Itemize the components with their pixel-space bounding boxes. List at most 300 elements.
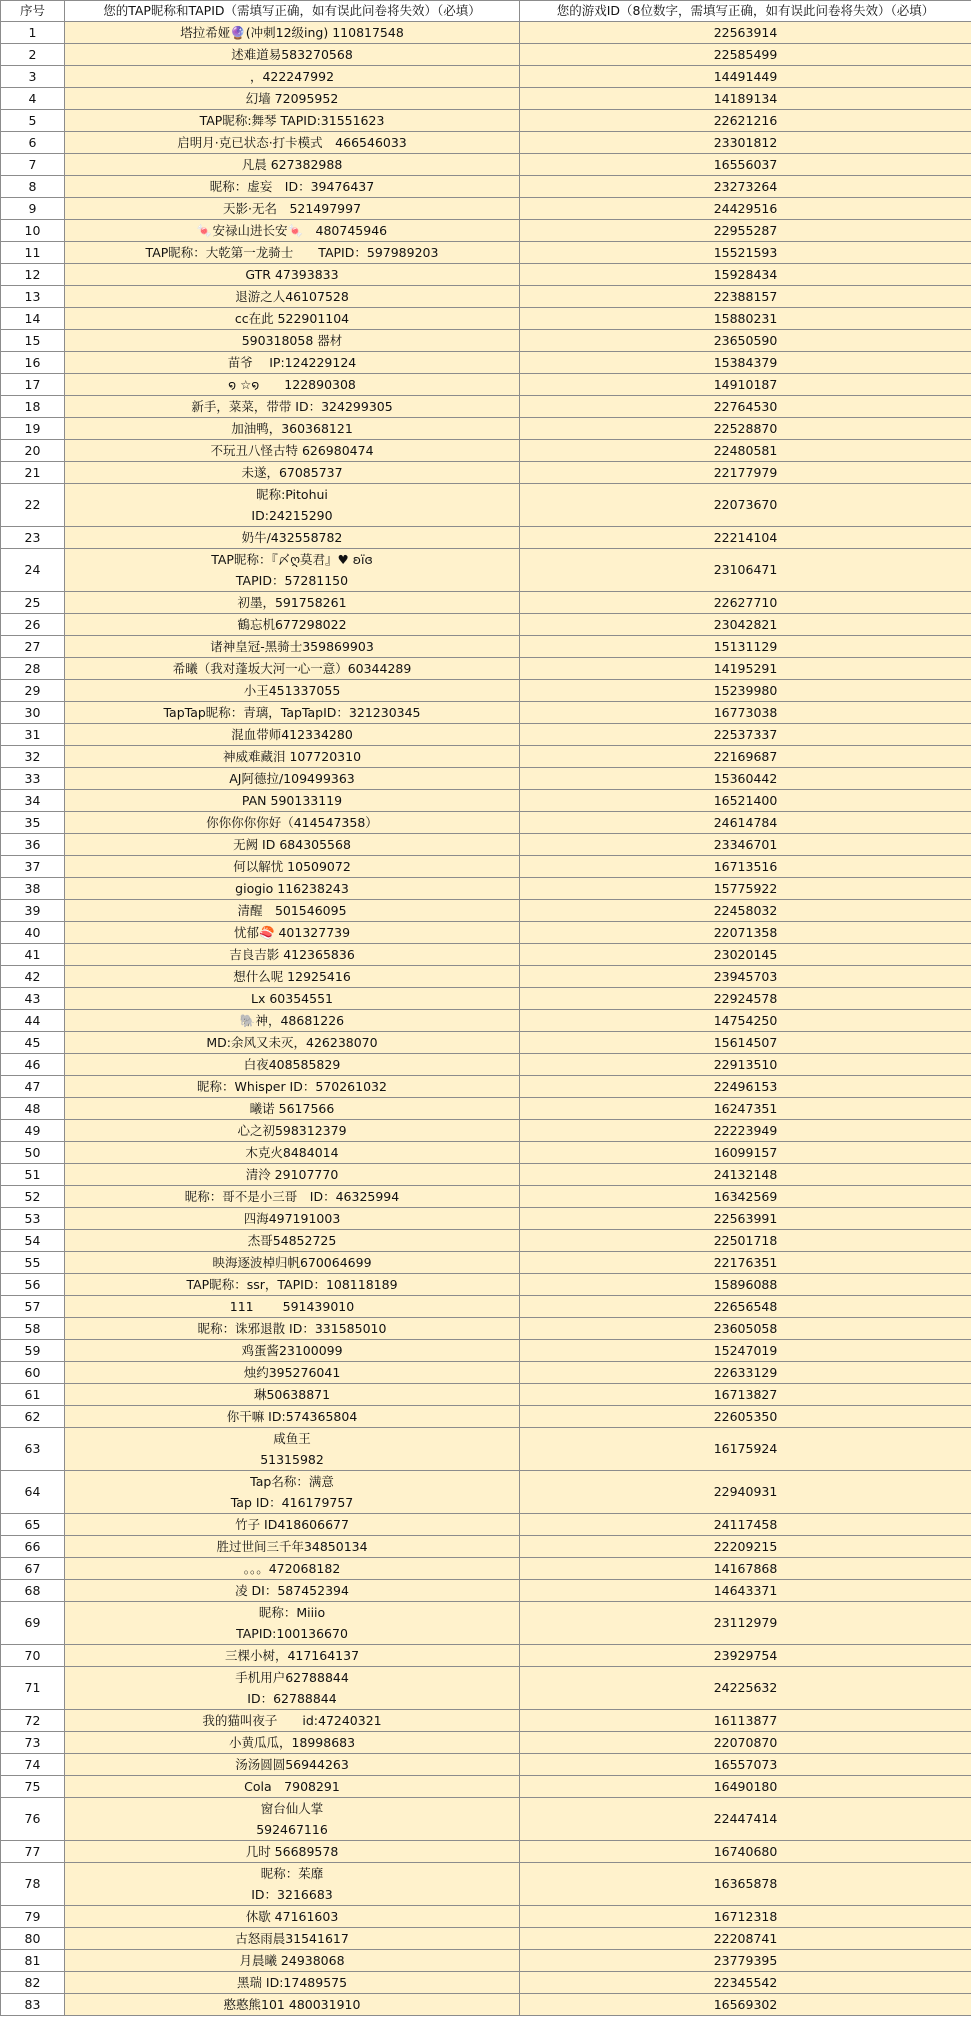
row-index: 50 xyxy=(1,1142,65,1164)
nickname-line: 。。。472068182 xyxy=(243,1561,341,1576)
nickname-cell xyxy=(65,746,520,768)
table-row xyxy=(1,1863,971,1906)
table-row xyxy=(1,1667,971,1710)
table-row xyxy=(1,746,971,768)
row-index: 27 xyxy=(1,636,65,658)
game-id-cell: 22537337 xyxy=(520,724,971,746)
nickname-line: 鸡蛋酱23100099 xyxy=(241,1343,343,1358)
nickname-cell xyxy=(65,944,520,966)
row-index: 39 xyxy=(1,900,65,922)
table-row xyxy=(1,440,971,462)
nickname-cell xyxy=(65,220,520,242)
nickname-cell xyxy=(65,1776,520,1798)
game-id-cell: 16490180 xyxy=(520,1776,971,1798)
row-index: 20 xyxy=(1,440,65,462)
nickname-cell xyxy=(65,988,520,1010)
game-id-cell: 22071358 xyxy=(520,922,971,944)
nickname-cell xyxy=(65,658,520,680)
nickname-line: 想什么呢 12925416 xyxy=(233,969,351,984)
table-row xyxy=(1,944,971,966)
nickname-cell xyxy=(65,154,520,176)
game-id-cell: 16773038 xyxy=(520,702,971,724)
row-index: 45 xyxy=(1,1032,65,1054)
row-index: 74 xyxy=(1,1754,65,1776)
nickname-line: 忧郁🍣 401327739 xyxy=(233,925,351,940)
row-index: 80 xyxy=(1,1928,65,1950)
nickname-cell xyxy=(65,1186,520,1208)
nickname-cell xyxy=(65,1252,520,1274)
game-id-cell: 22496153 xyxy=(520,1076,971,1098)
table-row xyxy=(1,1010,971,1032)
nickname-line: 不玩丑八怪古特 626980474 xyxy=(210,443,374,458)
nickname-line: 憨憨熊101 480031910 xyxy=(223,1997,361,2012)
row-index: 26 xyxy=(1,614,65,636)
nickname-line: 何以解忧 10509072 xyxy=(233,859,351,874)
row-index: 76 xyxy=(1,1798,65,1841)
nickname-line: Lx 60354551 xyxy=(251,991,333,1006)
nickname-line: 曦诺 5617566 xyxy=(249,1101,335,1116)
header-index: 序号 xyxy=(1,1,65,22)
nickname-cell xyxy=(65,1428,520,1471)
nickname-line: 111 591439010 xyxy=(229,1299,355,1314)
table-row xyxy=(1,1798,971,1841)
table-row xyxy=(1,1032,971,1054)
game-id-cell: 16557073 xyxy=(520,1754,971,1776)
table-row xyxy=(1,1098,971,1120)
table-row xyxy=(1,1120,971,1142)
row-index: 58 xyxy=(1,1318,65,1340)
nickname-cell xyxy=(65,1928,520,1950)
table-row xyxy=(1,900,971,922)
table-row xyxy=(1,527,971,549)
game-id-cell: 22176351 xyxy=(520,1252,971,1274)
game-id-cell: 16175924 xyxy=(520,1428,971,1471)
game-id-cell: 14754250 xyxy=(520,1010,971,1032)
game-id-cell: 22764530 xyxy=(520,396,971,418)
table-row xyxy=(1,1536,971,1558)
game-id-cell: 23929754 xyxy=(520,1645,971,1667)
game-id-cell: 16365878 xyxy=(520,1863,971,1906)
nickname-line: TAP昵称：ssr，TAPID：108118189 xyxy=(186,1277,398,1292)
nickname-line: GTR 47393833 xyxy=(245,267,339,282)
nickname-line: 幻墙 72095952 xyxy=(245,91,339,106)
table-row xyxy=(1,1841,971,1863)
game-id-cell: 23301812 xyxy=(520,132,971,154)
game-id-cell: 22563914 xyxy=(520,22,971,44)
nickname-line: giogio 116238243 xyxy=(235,881,349,896)
table-row xyxy=(1,1230,971,1252)
nickname-line: 四海497191003 xyxy=(243,1211,341,1226)
nickname-line: TAPID:100136670 xyxy=(236,1626,348,1641)
game-id-cell: 16099157 xyxy=(520,1142,971,1164)
row-index: 49 xyxy=(1,1120,65,1142)
row-index: 44 xyxy=(1,1010,65,1032)
nickname-cell xyxy=(65,1274,520,1296)
row-index: 36 xyxy=(1,834,65,856)
nickname-cell xyxy=(65,1972,520,1994)
table-row xyxy=(1,418,971,440)
nickname-cell xyxy=(65,352,520,374)
nickname-cell xyxy=(65,1362,520,1384)
nickname-cell xyxy=(65,176,520,198)
game-id-cell: 16712318 xyxy=(520,1906,971,1928)
nickname-cell xyxy=(65,636,520,658)
row-index: 68 xyxy=(1,1580,65,1602)
nickname-cell xyxy=(65,286,520,308)
table-row xyxy=(1,396,971,418)
game-id-cell: 22345542 xyxy=(520,1972,971,1994)
nickname-line: ID:24215290 xyxy=(251,508,333,523)
game-id-cell: 16521400 xyxy=(520,790,971,812)
table-row xyxy=(1,1076,971,1098)
nickname-cell xyxy=(65,1208,520,1230)
table-row xyxy=(1,702,971,724)
game-id-cell: 15880231 xyxy=(520,308,971,330)
nickname-line: 凡晨 627382988 xyxy=(241,157,343,172)
nickname-cell xyxy=(65,44,520,66)
nickname-cell xyxy=(65,308,520,330)
nickname-cell xyxy=(65,549,520,592)
row-index: 24 xyxy=(1,549,65,592)
nickname-line: Tap名称：满意 xyxy=(250,1474,334,1489)
nickname-cell xyxy=(65,900,520,922)
nickname-line: 🐘神，48681226 xyxy=(239,1013,345,1028)
header-nickname: 您的TAP昵称和TAPID（需填写正确，如有误此问卷将失效）（必填） xyxy=(65,1,520,22)
table-row xyxy=(1,1142,971,1164)
nickname-line: 新手，菜菜，带带 ID：324299305 xyxy=(191,399,393,414)
nickname-line: 白夜408585829 xyxy=(243,1057,341,1072)
game-id-cell: 22955287 xyxy=(520,220,971,242)
game-id-cell: 22633129 xyxy=(520,1362,971,1384)
game-id-cell: 22458032 xyxy=(520,900,971,922)
row-index: 5 xyxy=(1,110,65,132)
nickname-line: 初墨，591758261 xyxy=(237,595,347,610)
nickname-line: 退游之人46107528 xyxy=(235,289,349,304)
nickname-line: 590318058 器材 xyxy=(241,333,343,348)
table-row xyxy=(1,658,971,680)
game-id-cell: 15384379 xyxy=(520,352,971,374)
nickname-line: 启明月·克已状态·打卡模式 466546033 xyxy=(177,135,407,150)
nickname-cell xyxy=(65,1142,520,1164)
row-index: 11 xyxy=(1,242,65,264)
table-row xyxy=(1,22,971,44)
nickname-cell xyxy=(65,1384,520,1406)
table-row xyxy=(1,1054,971,1076)
game-id-cell: 24429516 xyxy=(520,198,971,220)
row-index: 78 xyxy=(1,1863,65,1906)
nickname-cell xyxy=(65,1863,520,1906)
nickname-cell xyxy=(65,1732,520,1754)
nickname-cell xyxy=(65,440,520,462)
table-row xyxy=(1,462,971,484)
nickname-line: 神威难藏泪 107720310 xyxy=(222,749,362,764)
table-row xyxy=(1,812,971,834)
nickname-cell xyxy=(65,922,520,944)
table-row xyxy=(1,242,971,264)
nickname-cell xyxy=(65,1754,520,1776)
table-row xyxy=(1,330,971,352)
row-index: 32 xyxy=(1,746,65,768)
nickname-line: ID：62788844 xyxy=(247,1691,337,1706)
nickname-cell xyxy=(65,462,520,484)
nickname-cell xyxy=(65,110,520,132)
table-row xyxy=(1,1296,971,1318)
row-index: 83 xyxy=(1,1994,65,2016)
row-index: 59 xyxy=(1,1340,65,1362)
game-id-cell: 16713516 xyxy=(520,856,971,878)
nickname-line: 苗爷 IP:124229124 xyxy=(227,355,357,370)
table-row xyxy=(1,966,971,988)
table-row xyxy=(1,1252,971,1274)
row-index: 30 xyxy=(1,702,65,724)
game-id-cell: 22627710 xyxy=(520,592,971,614)
nickname-cell xyxy=(65,1580,520,1602)
row-index: 12 xyxy=(1,264,65,286)
nickname-cell xyxy=(65,374,520,396)
nickname-line: 清醒 501546095 xyxy=(237,903,347,918)
row-index: 40 xyxy=(1,922,65,944)
table-row xyxy=(1,1186,971,1208)
row-index: 62 xyxy=(1,1406,65,1428)
row-index: 7 xyxy=(1,154,65,176)
table-row xyxy=(1,44,971,66)
table-row xyxy=(1,1928,971,1950)
nickname-line: TAP昵称：『〆ღ莫君』♥ ʚïɞ xyxy=(211,552,373,567)
nickname-cell xyxy=(65,484,520,527)
nickname-line: 凌 DI：587452394 xyxy=(235,1583,349,1598)
nickname-cell xyxy=(65,702,520,724)
nickname-line: 小黄瓜瓜，18998683 xyxy=(228,1735,356,1750)
table-row xyxy=(1,484,971,527)
table-row xyxy=(1,1318,971,1340)
game-id-cell: 14491449 xyxy=(520,66,971,88)
nickname-cell xyxy=(65,1032,520,1054)
header-game-id: 您的游戏ID（8位数字，需填写正确，如有误此问卷将失效）（必填） xyxy=(520,1,971,22)
nickname-cell xyxy=(65,1602,520,1645)
row-index: 2 xyxy=(1,44,65,66)
nickname-cell xyxy=(65,1098,520,1120)
nickname-line: 心之初598312379 xyxy=(237,1123,347,1138)
game-id-cell: 14167868 xyxy=(520,1558,971,1580)
nickname-line: 述难道易583270568 xyxy=(231,47,353,62)
table-row xyxy=(1,374,971,396)
table-row xyxy=(1,592,971,614)
row-index: 57 xyxy=(1,1296,65,1318)
nickname-cell xyxy=(65,614,520,636)
table-row xyxy=(1,1732,971,1754)
nickname-line: 天影·无名 521497997 xyxy=(222,201,362,216)
row-index: 16 xyxy=(1,352,65,374)
row-index: 13 xyxy=(1,286,65,308)
game-id-cell: 22605350 xyxy=(520,1406,971,1428)
table-row xyxy=(1,1558,971,1580)
nickname-cell xyxy=(65,1471,520,1514)
game-id-cell: 15521593 xyxy=(520,242,971,264)
table-row xyxy=(1,66,971,88)
nickname-line: 奶牛/432558782 xyxy=(241,530,343,545)
row-index: 29 xyxy=(1,680,65,702)
table-row xyxy=(1,308,971,330)
row-index: 53 xyxy=(1,1208,65,1230)
nickname-cell xyxy=(65,680,520,702)
game-id-cell: 22585499 xyxy=(520,44,971,66)
nickname-cell xyxy=(65,1076,520,1098)
row-index: 71 xyxy=(1,1667,65,1710)
row-index: 75 xyxy=(1,1776,65,1798)
game-id-cell: 15775922 xyxy=(520,878,971,900)
nickname-line: TAP昵称:舞琴 TAPID:31551623 xyxy=(199,113,385,128)
table-row xyxy=(1,286,971,308)
nickname-cell xyxy=(65,1798,520,1841)
table-row xyxy=(1,1164,971,1186)
nickname-cell xyxy=(65,1950,520,1972)
table-row xyxy=(1,1471,971,1514)
table-row xyxy=(1,549,971,592)
nickname-line: ，422247992 xyxy=(249,69,335,84)
nickname-line: PAN 590133119 xyxy=(241,793,343,808)
table-row xyxy=(1,1384,971,1406)
game-id-cell: 15360442 xyxy=(520,768,971,790)
game-id-cell: 24614784 xyxy=(520,812,971,834)
table-row xyxy=(1,1994,971,2016)
row-index: 21 xyxy=(1,462,65,484)
nickname-cell xyxy=(65,812,520,834)
nickname-line: 木克火8484014 xyxy=(245,1145,339,1160)
row-index: 15 xyxy=(1,330,65,352)
game-id-cell: 22501718 xyxy=(520,1230,971,1252)
row-index: 22 xyxy=(1,484,65,527)
row-index: 63 xyxy=(1,1428,65,1471)
nickname-line: 鶴忘机677298022 xyxy=(237,617,347,632)
row-index: 66 xyxy=(1,1536,65,1558)
nickname-line: 混血带师412334280 xyxy=(231,727,353,742)
nickname-line: 几时 56689578 xyxy=(245,1844,339,1859)
nickname-line: 清泠 29107770 xyxy=(245,1167,339,1182)
game-id-cell: 14189134 xyxy=(520,88,971,110)
nickname-cell xyxy=(65,724,520,746)
nickname-cell xyxy=(65,834,520,856)
row-index: 47 xyxy=(1,1076,65,1098)
nickname-cell xyxy=(65,242,520,264)
nickname-line: 塔拉希娅🔮(冲刺12级ing) 110817548 xyxy=(180,25,404,40)
row-index: 31 xyxy=(1,724,65,746)
nickname-line: 昵称：Miiio xyxy=(258,1605,326,1620)
table-row xyxy=(1,790,971,812)
table-row xyxy=(1,1776,971,1798)
game-id-cell: 22480581 xyxy=(520,440,971,462)
nickname-cell xyxy=(65,1841,520,1863)
nickname-line: ໑ ☆໑ 122890308 xyxy=(228,377,356,392)
nickname-cell xyxy=(65,527,520,549)
game-id-cell: 15131129 xyxy=(520,636,971,658)
nickname-line: 51315982 xyxy=(260,1452,324,1467)
table-row xyxy=(1,1710,971,1732)
nickname-cell xyxy=(65,966,520,988)
table-row xyxy=(1,1754,971,1776)
nickname-line: 月晨曦 24938068 xyxy=(239,1953,345,1968)
nickname-line: 休歇 47161603 xyxy=(245,1909,339,1924)
game-id-cell: 15239980 xyxy=(520,680,971,702)
game-id-cell: 22563991 xyxy=(520,1208,971,1230)
game-id-cell: 23650590 xyxy=(520,330,971,352)
game-id-cell: 22621216 xyxy=(520,110,971,132)
game-id-cell: 23346701 xyxy=(520,834,971,856)
nickname-line: Cola 7908291 xyxy=(244,1779,340,1794)
nickname-cell xyxy=(65,330,520,352)
table-row xyxy=(1,264,971,286)
nickname-line: 昵称：茱靡 xyxy=(260,1866,324,1881)
nickname-line: 诸神皇冠-黑骑士359869903 xyxy=(210,639,374,654)
nickname-line: 琳50638871 xyxy=(253,1387,331,1402)
row-index: 25 xyxy=(1,592,65,614)
nickname-cell xyxy=(65,1340,520,1362)
nickname-line: 昵称：诛邪退散 ID：331585010 xyxy=(197,1321,387,1336)
game-id-cell: 22214104 xyxy=(520,527,971,549)
game-id-cell: 22223949 xyxy=(520,1120,971,1142)
nickname-cell xyxy=(65,132,520,154)
nickname-line: 昵称:Pitohui xyxy=(256,487,328,502)
nickname-line: 汤汤圆圆56944263 xyxy=(235,1757,349,1772)
game-id-cell: 24117458 xyxy=(520,1514,971,1536)
nickname-cell xyxy=(65,1906,520,1928)
nickname-line: 592467116 xyxy=(256,1822,328,1837)
nickname-cell xyxy=(65,1558,520,1580)
game-id-cell: 22208741 xyxy=(520,1928,971,1950)
game-id-cell: 15928434 xyxy=(520,264,971,286)
row-index: 42 xyxy=(1,966,65,988)
table-row xyxy=(1,1362,971,1384)
table-row xyxy=(1,198,971,220)
game-id-cell: 23020145 xyxy=(520,944,971,966)
game-id-cell: 14195291 xyxy=(520,658,971,680)
game-id-cell: 23945703 xyxy=(520,966,971,988)
table-row xyxy=(1,1514,971,1536)
row-index: 46 xyxy=(1,1054,65,1076)
table-row xyxy=(1,1208,971,1230)
game-id-cell: 15247019 xyxy=(520,1340,971,1362)
game-id-cell: 14910187 xyxy=(520,374,971,396)
game-id-cell: 22177979 xyxy=(520,462,971,484)
nickname-cell xyxy=(65,418,520,440)
table-row xyxy=(1,1580,971,1602)
nickname-line: TAPID：57281150 xyxy=(235,573,349,588)
row-index: 48 xyxy=(1,1098,65,1120)
row-index: 3 xyxy=(1,66,65,88)
row-index: 37 xyxy=(1,856,65,878)
row-index: 8 xyxy=(1,176,65,198)
nickname-cell xyxy=(65,1296,520,1318)
row-index: 69 xyxy=(1,1602,65,1645)
game-id-cell: 22656548 xyxy=(520,1296,971,1318)
row-index: 79 xyxy=(1,1906,65,1928)
row-index: 54 xyxy=(1,1230,65,1252)
game-id-cell: 22447414 xyxy=(520,1798,971,1841)
nickname-cell xyxy=(65,1054,520,1076)
game-id-cell: 22940931 xyxy=(520,1471,971,1514)
table-row xyxy=(1,1906,971,1928)
row-index: 52 xyxy=(1,1186,65,1208)
row-index: 72 xyxy=(1,1710,65,1732)
game-id-cell: 23112979 xyxy=(520,1602,971,1645)
game-id-cell: 16247351 xyxy=(520,1098,971,1120)
table-row xyxy=(1,768,971,790)
table-row xyxy=(1,154,971,176)
nickname-cell xyxy=(65,790,520,812)
table-row xyxy=(1,1972,971,1994)
nickname-cell xyxy=(65,88,520,110)
row-index: 19 xyxy=(1,418,65,440)
nickname-cell xyxy=(65,1120,520,1142)
